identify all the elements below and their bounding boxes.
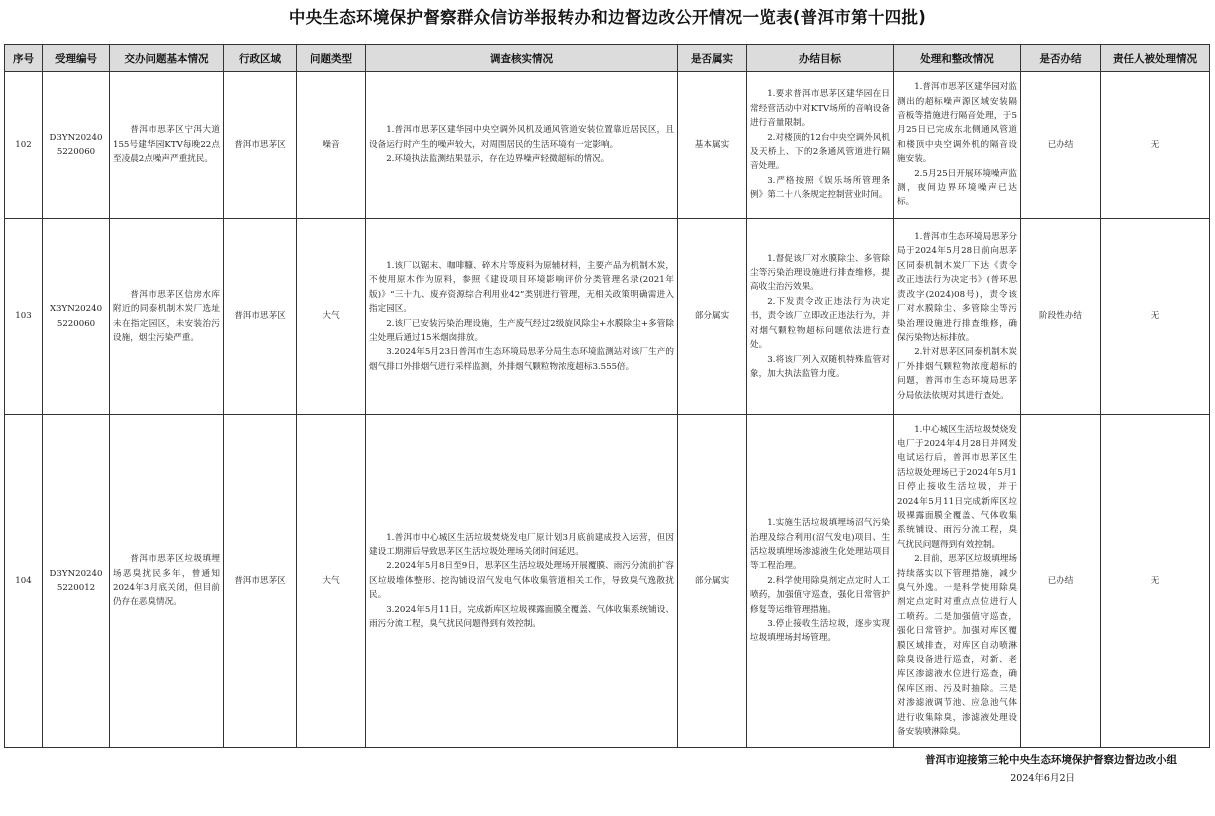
target-item: 1.实施生活垃圾填埋场沼气污染治理及综合利用(沼气发电)项目、生活垃圾填埋场渗滤液生化处理站项目等工程治理。 (750, 518, 890, 572)
cell-done: 已办结 (1021, 415, 1101, 748)
cell-punish: 无 (1101, 72, 1210, 219)
handling-item: 2.目前，思茅区垃圾填埋场持续落实以下管理措施，减少臭气外逸。一是科学使用除臭剂定点定时对重点点位进行人工喷药。二是加强值守巡查，强化日常管护。加强对库区覆膜区域排查，对库区自动喷淋除臭设备进行巡查，对新、老库区渗滤液水位进行巡查，确保库区雨、污及时抽除。三是对渗滤液调节池、应急池气体进行收集除臭，渗滤液处理设备安装喷淋除臭。 (897, 554, 1017, 738)
cell-investigation (366, 415, 678, 748)
investigation-item: 2.环境执法监测结果显示，存在边界噪声轻微超标的情况。 (386, 154, 610, 165)
issue-text: 普洱市思茅区垃圾填埋场恶臭扰民多年，曾通知2024年3月底关闭，但目前仍存在恶臭情况。 (113, 554, 220, 608)
cell-type: 噪音 (297, 72, 366, 219)
header-region: 行政区域 (224, 45, 297, 72)
target-item: 2.下发责令改正违法行为决定书，责令该厂立即改正违法行为，并对烟气颗粒物超标问题依法进行查处。 (750, 296, 890, 351)
issue-text: 普洱市思茅区信房水库附近的同泰机制木炭厂选址未在指定园区，未安装治污设施，烟尘污染严重。 (113, 289, 220, 343)
header-truth: 是否属实 (678, 45, 747, 72)
cell-handling (894, 219, 1021, 415)
cell-no: 103 (5, 219, 43, 415)
cell-id: D3YN20240 5220060 (43, 72, 110, 219)
header-target: 办结目标 (747, 45, 894, 72)
cell-type: 大气 (297, 219, 366, 415)
header-investigation: 调查核实情况 (366, 45, 678, 72)
header-issue: 交办问题基本情况 (110, 45, 224, 72)
cell-handling (894, 415, 1021, 748)
footer-date: 2024年6月2日 (1010, 773, 1075, 784)
page-title: 中央生态环境保护督察群众信访举报转办和边督边改公开情况一览表(普洱市第十四批) (288, 8, 927, 27)
header-handling: 处理和整改情况 (894, 45, 1021, 72)
handling-item: 1.普洱市生态环境局思茅分局于2024年5月28日前向思茅区同泰机制木炭厂下达《责令改正违法行为决定书》(普环思责改字(2024)08号)，责令该厂对水膜除尘、多管除尘等污染治理设施进行排查维修，确保污染物达标排放。 (897, 232, 1017, 343)
header-type: 问题类型 (297, 45, 366, 72)
investigation-item: 3.2024年5月23日普洱市生态环境局思茅分局生态环境监测站对该厂生产的烟气排口外排烟气进行采样监测，外排烟气颗粒物浓度超标3.555倍。 (369, 347, 674, 372)
cell-id: X3YN20240 5220060 (43, 219, 110, 415)
cell-target (747, 415, 894, 748)
cell-region: 普洱市思茅区 (224, 219, 297, 415)
cell-truth: 基本属实 (678, 72, 747, 219)
cell-target (747, 219, 894, 415)
investigation-item: 1.普洱市中心城区生活垃圾焚烧发电厂原计划3月底前建成投入运营，但因建设工期滞后导致思茅区生活垃圾处理场关闭时间延迟。 (369, 532, 674, 557)
target-item: 2.对楼顶的12台中央空调外风机及天桥上、下的2条通风管道进行隔音处理。 (750, 132, 890, 172)
target-item: 3.将该厂列入双随机特殊监管对象，加大执法监管力度。 (750, 354, 890, 379)
cell-done: 阶段性办结 (1021, 219, 1101, 415)
table-header-row (5, 45, 1210, 72)
investigation-item: 2.该厂已安装污染治理设施，生产废气经过2级旋风除尘+水膜除尘+多管除尘处理后通过15米烟囱排放。 (369, 318, 674, 343)
issue-text: 普洱市思茅区宁洱大道155号建华园KTV每晚22点至凌晨2点噪声严重扰民。 (113, 125, 220, 165)
cell-investigation (366, 72, 678, 219)
investigation-item: 1.该厂以锯末、咖啡糠、碎木片等废料为原辅材料，主要产品为机制木炭，不使用原木作为原料，参照《建设项目环境影响评价分类管理名录(2021年版)》“三十九、废弃资源综合利用业42”类别进行管理，无相关政策明确需进入指定园区。 (369, 260, 674, 315)
handling-item: 1.普洱市思茅区建华园对监测出的超标噪声源区域安装隔音板等措施进行隔音处理，于5月25日已完成东北侧通风管道和楼顶中央空调外机的隔音设施安装。 (897, 82, 1017, 165)
cell-region: 普洱市思茅区 (224, 72, 297, 219)
cell-punish: 无 (1101, 219, 1210, 415)
handling-item: 1.中心城区生活垃圾焚烧发电厂于2024年4月28日并网发电试运行后，普洱市思茅区生活垃圾处理场已于2024年5月1日停止接收生活垃圾，并于2024年5月11日完成新库区垃圾裸露面膜全覆盖、气体收集系统铺设、雨污分流工程，臭气扰民问题得到有效控制。 (897, 424, 1017, 550)
handling-item: 2.针对思茅区同泰机制木炭厂外排烟气颗粒物浓度超标的问题，普洱市生态环境局思茅分局依法依规对其进行查处。 (897, 347, 1017, 401)
header-punish: 责任人被处理情况 (1101, 45, 1210, 72)
cell-no: 102 (5, 72, 43, 219)
cell-issue (110, 72, 224, 219)
header-id: 受理编号 (43, 45, 110, 72)
target-item: 1.要求普洱市思茅区建华园在日常经营活动中对KTV场所的音响设备进行音量限制。 (750, 89, 890, 129)
cell-no: 104 (5, 415, 43, 748)
table-row (5, 219, 1210, 415)
header-no: 序号 (5, 45, 43, 72)
table-row (5, 415, 1210, 748)
table-row (5, 72, 1210, 219)
header-done: 是否办结 (1021, 45, 1101, 72)
cell-issue (110, 219, 224, 415)
cell-issue (110, 415, 224, 748)
target-item: 2.科学使用除臭剂定点定时人工喷药，加强值守巡查，强化日常管护修复等运维管理措施。 (750, 575, 890, 615)
report-table (4, 44, 1210, 748)
cell-done: 已办结 (1021, 72, 1101, 219)
cell-investigation (366, 219, 678, 415)
cell-punish: 无 (1101, 415, 1210, 748)
target-item: 3.严格按照《娱乐场所管理条例》第二十八条规定控制营业时间。 (750, 175, 890, 201)
cell-region: 普洱市思茅区 (224, 415, 297, 748)
cell-truth: 部分属实 (678, 219, 747, 415)
target-item: 1.督促该厂对水膜除尘、多管除尘等污染治理设施进行排查维修，提高收尘治污效果。 (750, 253, 890, 293)
cell-type: 大气 (297, 415, 366, 748)
investigation-item: 2.2024年5月8日至9日，思茅区生活垃圾处理场开展覆膜、雨污分流前扩容区垃圾堆体整形、挖沟铺设沼气发电气体收集管道相关工作，导致臭气逸散扰民。 (369, 561, 674, 601)
investigation-item: 3.2024年5月11日，完成新库区垃圾裸露面膜全覆盖、气体收集系统铺设、雨污分流工程，臭气扰民问题得到有效控制。 (369, 604, 674, 630)
cell-truth: 部分属实 (678, 415, 747, 748)
cell-target (747, 72, 894, 219)
handling-item: 2.5月25日开展环境噪声监测，夜间边界环境噪声已达标。 (897, 168, 1017, 208)
cell-id: D3YN20240 5220012 (43, 415, 110, 748)
cell-handling (894, 72, 1021, 219)
investigation-item: 1.普洱市思茅区建华园中央空调外风机及通风管道安装位置靠近居民区，且设备运行时产生的噪声较大，对周围居民的生活环境有一定影响。 (369, 125, 674, 150)
footer-org: 普洱市迎接第三轮中央生态环境保护督察边督边改小组 (925, 754, 1177, 766)
target-item: 3.停止接收生活垃圾，逐步实现垃圾填埋场封场管理。 (750, 619, 890, 644)
